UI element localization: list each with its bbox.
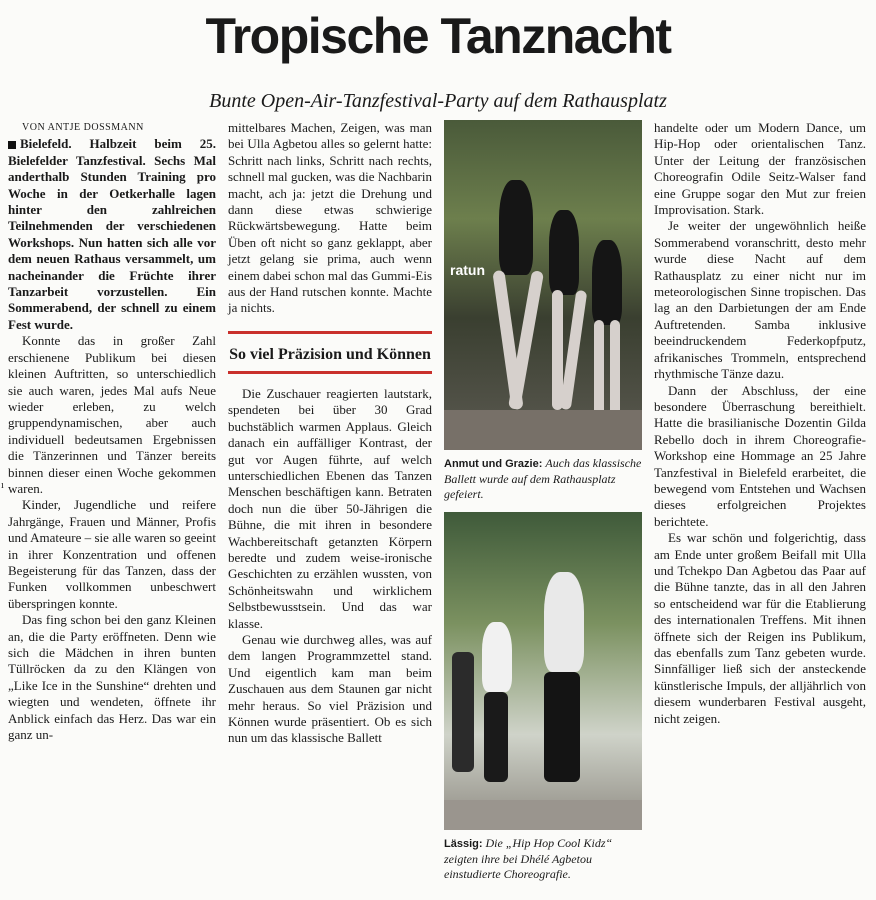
dancer-figure <box>452 652 474 772</box>
stage-floor <box>444 800 642 830</box>
paragraph: Es war schön und folgerichtig, dass am Ende unter großem Beifall mit Ulla und Tchekpo Dan Agbetou das Paar auf die Bühne tanzte, das in all den Jahren so entscheidend war für die Etablierung des internationalen Treffens. Mit ihnen öffnete sich der Reigen ins Publikum, das ebenfalls zum Tanz gebeten wurde. Sinnfälliger ließ sich der ansteckende künstlerische Impuls, der alljährlich von diesem wunderbaren Festival ausgeht, nicht zeigen. <box>654 530 866 726</box>
headline: Tropische Tanznacht <box>205 8 671 64</box>
lead-paragraph <box>8 136 216 333</box>
caption-text: Auch das klassische Ballett wurde auf dem Rathausplatz gefeiert. <box>444 456 642 501</box>
photo-caption <box>444 456 642 502</box>
dancer-figure <box>549 210 579 295</box>
column-1 <box>8 120 216 743</box>
dancer-figure <box>484 692 508 782</box>
caption-text: Die „Hip Hop Cool Kidz“ zeigten ihre bei Dhélé Agbetou einstudierte Choreografie. <box>444 836 613 881</box>
photo-sign-text: ratun <box>450 262 485 278</box>
paragraph: Konnte das in großer Zahl erschienene Publikum bei diesen kleinen Auftritten, so unterschiedlich sie auch waren, jedes Mal aufs Neue wieder erleben, zu welch gruppendynamischen, aber auch individuell bedeutsamen Ergebnissen die Tänzerinnen und Tänzer bereits binnen dieser einen Woche gekommen waren. <box>8 333 216 496</box>
dancer-figure <box>544 572 584 672</box>
column-4 <box>654 120 866 727</box>
dancer-leg <box>610 320 620 415</box>
paragraph: Je weiter der ungewöhnlich heiße Sommerabend voranschritt, desto mehr wurde diese Nacht auf dem Rathausplatz zu einer nicht nur im meteorologischen Sinne tropischen. Das lag an den Darbietungen der am Ende Auftretenden. Samba inklusive beeindruckendem Federkopfputz, afrikanisches Trommeln, entsprechend rhythmische Tänze dazu. <box>654 218 866 382</box>
dancer-leg <box>594 320 604 415</box>
photo-caption <box>444 836 642 882</box>
dancer-figure <box>482 622 512 692</box>
byline: VON ANTJE DOSSMANN <box>22 122 144 133</box>
caption-label: Anmut und Grazie: <box>444 458 543 470</box>
dancer-leg <box>560 290 588 410</box>
dancer-figure <box>592 240 622 325</box>
subheadline: Bunte Open-Air-Tanzfestival-Party auf dem Rathausplatz <box>209 90 667 112</box>
paragraph: Dann der Abschluss, der eine besondere Überraschung bereithielt. Hatte die brasilianische Dozentin Gilda Rebello doch in ihrem Choreografie-Workshop eine Hommage an 25 Jahre Tanzfestival in Bielefeld erarbeitet, die bewegend vom Entstehen und Wachsen dieses erfolgreichen Projektes berichtete. <box>654 382 866 529</box>
hiphop-photo <box>444 512 642 830</box>
paragraph: Das fing schon bei den ganz Kleinen an, die die Party eröffneten. Denn wie sich die Mädchen in ihren bunten Tüllröcken da zu den Klängen von „Like Ice in the Sunshine“ drehten und wiegten und wendeten, öffnete ihr Anblick einfach das Herz. Das war ein ganz un- <box>8 612 216 743</box>
paragraph: mittelbares Machen, Zeigen, was man bei Ulla Agbetou alles so gelernt hatte: Schritt nach links, Schritt nach rechts, schnell mal gucken, was die Nachbarin macht, ach ja: jetzt die Drehung und dann diese etwas schwierige Rückwärtsbewegung. Hatte beim Üben oft nicht so ganz geklappt, aber jetzt gelang sie prima, auch wenn einem dabei schon mal das Gummi-Eis aus der Hand rutschen konnte. Machte ja nichts. <box>228 120 432 316</box>
paragraph: Kinder, Jugendliche und reifere Jahrgänge, Frauen und Männer, Profis und Amateure – sie alle waren so geeint in ihrer Konzentration und offenen Begeisterung für das Tanzen, dass der Funken vollkommen unbeschwert überspringen konnte. <box>8 497 216 611</box>
section-subhead: So viel Präzision und Können <box>228 331 432 374</box>
ballet-photo <box>444 120 642 450</box>
paragraph: handelte oder um Modern Dance, um Hip-Hop oder orientalischen Tanz. Unter der Leitung der französischen Choreografin Odile Seitz-Walser fand eine Gruppe sogar den Mut zur freien Improvisation. Stark. <box>654 120 866 218</box>
dancer-figure <box>499 180 533 275</box>
stage-floor <box>444 410 642 450</box>
column-3 <box>444 120 642 882</box>
square-bullet-icon <box>8 141 16 149</box>
lead-text: Bielefeld. Halbzeit beim 25. Bielefelder Tanzfestival. Sechs Mal anderthalb Stunden Training pro Woche in der Oetkerhalle lagen hinter den zahlreichen Teilnehmenden der verschiedenen Workshops. Nun hatten sich alle vor dem neuen Rathaus versammelt, um nacheinander die Früchte ihrer Tanzarbeit vorzustellen. Ein Sommerabend, der schnell zu einem Fest wurde. <box>8 136 216 332</box>
caption-label: Lässig: <box>444 838 483 850</box>
column-2 <box>228 120 432 747</box>
paragraph: Genau wie durchweg alles, was auf dem langen Programmzettel stand. Und eigentlich kam man beim Zuschauen aus dem Staunen gar nicht mehr heraus. So viel Präzision und Können wurde präsentiert. Ob es sich nun um das klassische Ballett <box>228 631 432 746</box>
margin-mark: ı <box>1 480 4 491</box>
dancer-figure <box>544 672 580 782</box>
paragraph: Die Zuschauer reagierten lautstark, spendeten bei über 30 Grad buchstäblich warmen Applaus. Gleich danach ein auffälliger Kontrast, der gut vor Augen führte, auf welch unterschiedlichen Ebenen das Tanzen Menschen beschäftigen kann. Betraten doch nun die über 50-Jährigen die Bühne, die mit ihren in besondere Wachbereitschaft getanzten Körpern beredte und zudem weise-ironische Geschichten zu erzählen wussten, von Schönheitswahn und wirklichem Selbstbewusstsein. Und das war klasse. <box>228 385 432 631</box>
